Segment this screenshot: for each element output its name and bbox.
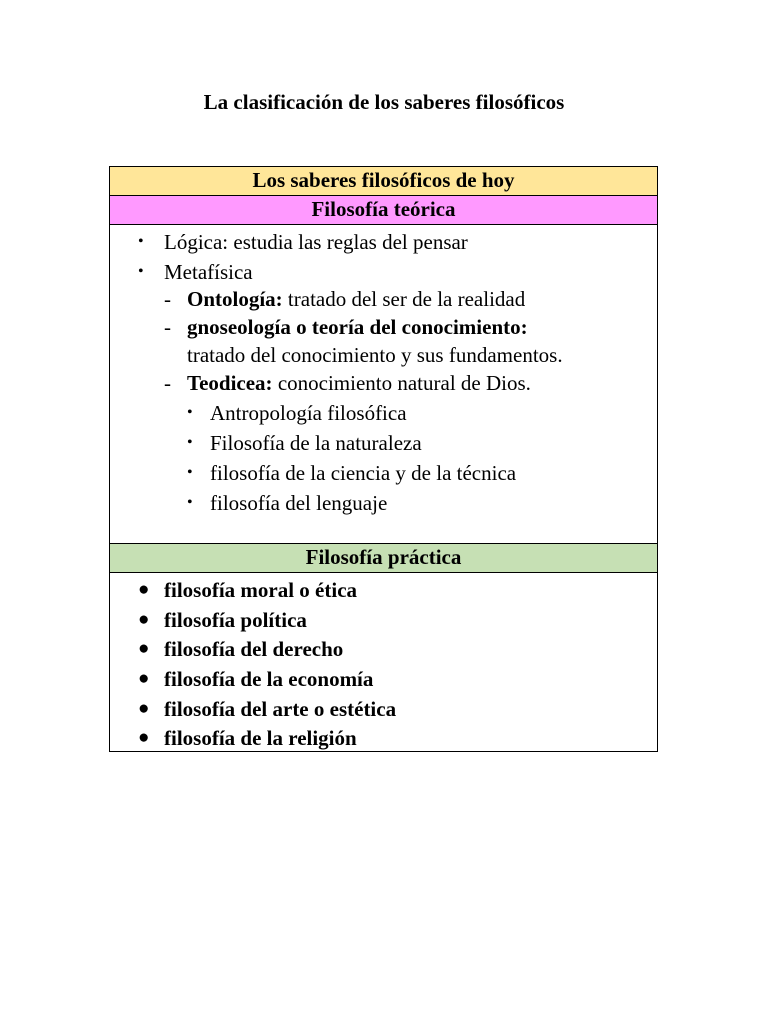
document-title: La clasificación de los saberes filosóficos — [203, 90, 565, 114]
sub-item: filosofía de la ciencia y de la técnica — [210, 461, 517, 485]
dash-marker: - — [164, 371, 171, 395]
bullet-icon: • — [138, 233, 144, 250]
teodicea-item — [187, 368, 531, 398]
bullet-icon: ● — [138, 698, 150, 719]
classification-table — [109, 166, 658, 752]
practica-item: filosofía política — [164, 608, 307, 632]
practica-item: filosofía de la economía — [164, 667, 374, 691]
practica-item: filosofía del arte o estética — [164, 697, 397, 721]
ontologia-definition: tratado del ser de la realidad — [287, 287, 526, 311]
practica-item: filosofía de la religión — [164, 726, 357, 750]
bullet-icon: ● — [138, 579, 150, 600]
practica-item: filosofía moral o ética — [164, 578, 358, 602]
teorica-cell — [110, 225, 657, 543]
sub-item: filosofía del lenguaje — [210, 491, 388, 515]
bullet-icon: ● — [138, 638, 150, 659]
teodicea-term: Teodicea: — [187, 371, 273, 395]
bullet-icon: • — [187, 494, 193, 511]
sub-item: Filosofía de la naturaleza — [210, 431, 422, 455]
practica-item: filosofía del derecho — [164, 637, 344, 661]
bullet-icon: ● — [138, 668, 150, 689]
practica-cell — [110, 573, 657, 751]
bullet-icon: • — [187, 464, 193, 481]
teodicea-definition: conocimiento natural de Dios. — [277, 371, 531, 395]
dash-marker: - — [164, 287, 171, 311]
metafisica-item: Metafísica — [164, 260, 253, 284]
bullet-icon: ● — [138, 609, 150, 630]
bullet-icon: • — [138, 263, 144, 280]
sub-item: Antropología filosófica — [210, 401, 407, 425]
gnoseologia-definition: tratado del conocimiento y sus fundamentos. — [187, 343, 563, 367]
practica-header: Filosofía práctica — [110, 543, 657, 573]
gnoseologia-term: gnoseología o teoría del conocimiento: — [187, 315, 528, 339]
ontologia-term: Ontología: — [187, 287, 283, 311]
logica-item: Lógica: estudia las reglas del pensar — [164, 230, 468, 254]
bullet-icon: • — [187, 404, 193, 421]
teorica-header: Filosofía teórica — [110, 196, 657, 225]
table-main-header: Los saberes filosóficos de hoy — [110, 167, 657, 196]
ontologia-item — [187, 284, 525, 314]
bullet-icon: • — [187, 434, 193, 451]
bullet-icon: ● — [138, 727, 150, 748]
dash-marker: - — [164, 315, 171, 339]
